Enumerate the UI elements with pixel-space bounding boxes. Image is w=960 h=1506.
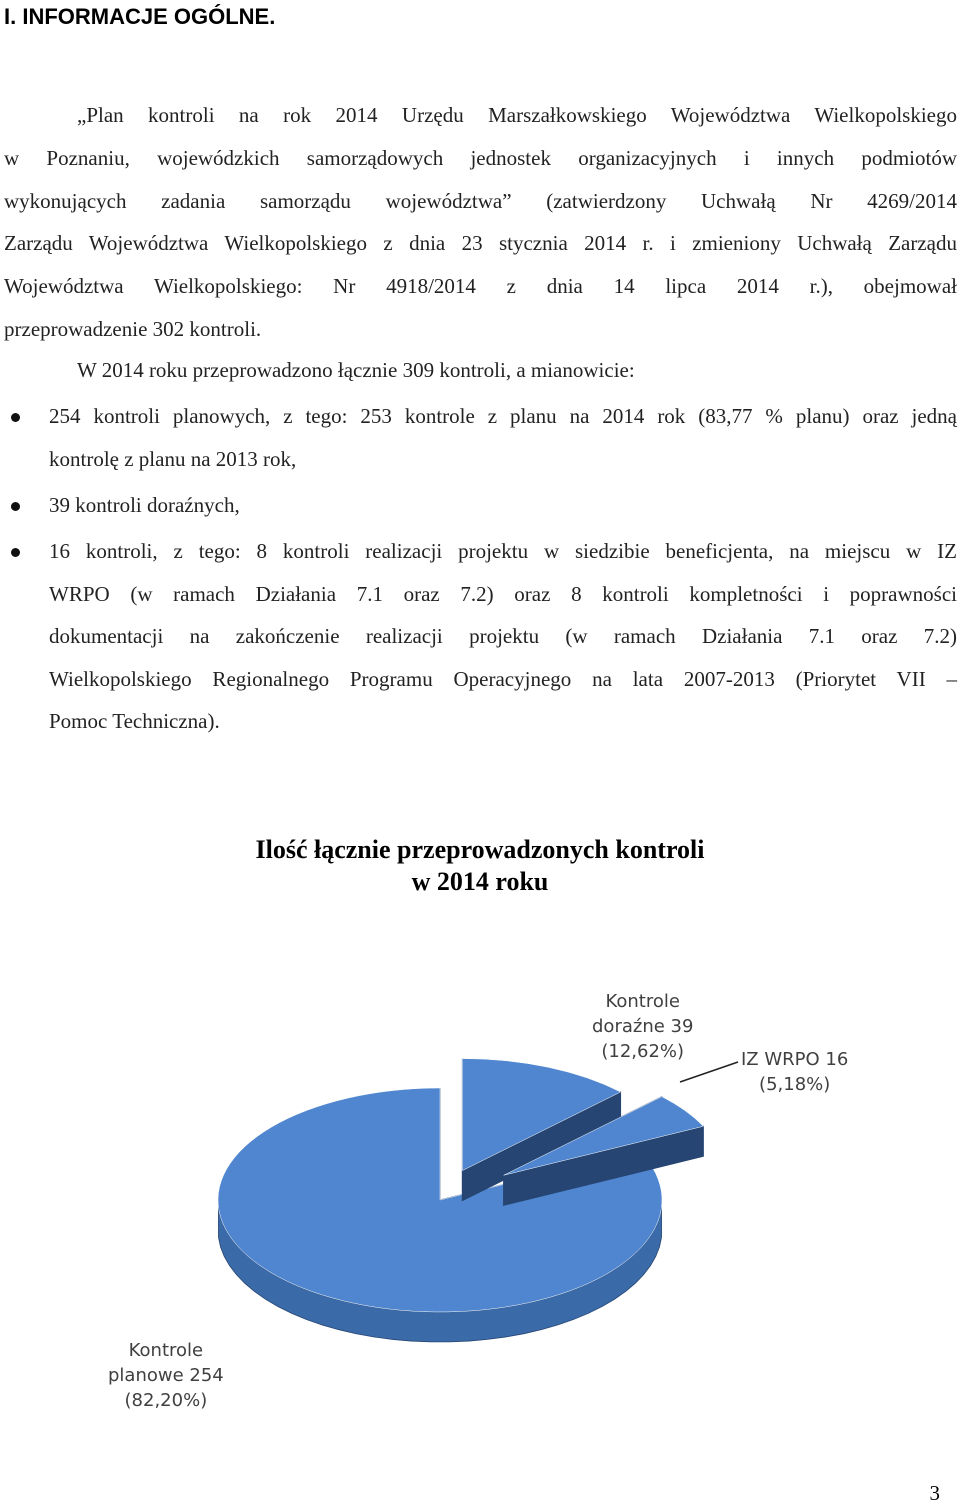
slice-label-line: (5,18%)	[759, 1074, 831, 1095]
slice-label-line: Kontrole	[128, 1340, 204, 1361]
list-item-line: dokumentacji na zakończenie realizacji projektu (w ramach Działania 7.1 oraz 7.2)	[49, 624, 957, 649]
paragraph-line: w Poznaniu, wojewódzkich samorządowych jednostek organizacyjnych i innych podmiotów	[4, 145, 957, 170]
slice-label-line: Kontrole	[605, 991, 680, 1012]
slice-label-line: (82,20%)	[124, 1390, 208, 1411]
page-number: 3	[929, 1481, 940, 1505]
section-heading: I. INFORMACJE OGÓLNE.	[4, 4, 276, 29]
chart-title-line: Ilość łącznie przeprowadzonych kontroli	[255, 835, 705, 864]
paragraph-line: „Plan kontroli na rok 2014 Urzędu Marszałkowskiego Województwa Wielkopolskiego	[77, 103, 957, 127]
slice-label-adhoc	[592, 989, 693, 1064]
list-item-line: 39 kontroli doraźnych,	[49, 493, 240, 517]
list-item-line: WRPO (w ramach Działania 7.1 oraz 7.2) oraz 8 kontroli kompletności i poprawności	[49, 581, 957, 606]
slice-label-line: doraźne 39	[592, 1016, 694, 1037]
slice-label-line: planowe 254	[108, 1365, 224, 1386]
paragraph-line: Województwa Wielkopolskiego: Nr 4918/2014 z dnia 14 lipca 2014 r.), obejmował	[4, 274, 957, 299]
list-item-line: Wielkopolskiego Regionalnego Programu Operacyjnego na lata 2007-2013 (Priorytet VII –	[49, 666, 957, 691]
chart-title-line: w 2014 roku	[411, 867, 549, 896]
slice-label-line: IZ WRPO 16	[741, 1049, 849, 1070]
paragraph-line: wykonujących zadania samorządu województwa” (zatwierdzony Uchwałą Nr 4269/2014	[4, 188, 957, 213]
list-item-line: kontrolę z planu na 2013 rok,	[49, 446, 297, 471]
list-item-line: 16 kontroli, z tego: 8 kontroli realizacji projektu w siedzibie beneficjenta, na miejscu w IZ	[49, 539, 957, 563]
slice-label-planned	[108, 1338, 224, 1413]
list-item-line: Pomoc Techniczna).	[49, 709, 220, 734]
list-item-line: 254 kontroli planowych, z tego: 253 kontrole z planu na 2014 rok (83,77 % planu) oraz jedną	[49, 404, 957, 428]
slice-label-iz-wrpo	[741, 1047, 848, 1097]
leader-line	[680, 1062, 738, 1082]
summary-paragraph: W 2014 roku przeprowadzono łącznie 309 kontroli, a mianowicie:	[77, 358, 635, 382]
paragraph-line: Zarządu Województwa Wielkopolskiego z dnia 23 stycznia 2014 r. i zmieniony Uchwałą Zarządu	[4, 231, 957, 256]
slice-label-line: (12,62%)	[601, 1041, 685, 1062]
paragraph-line: przeprowadzenie 302 kontroli.	[4, 316, 262, 341]
